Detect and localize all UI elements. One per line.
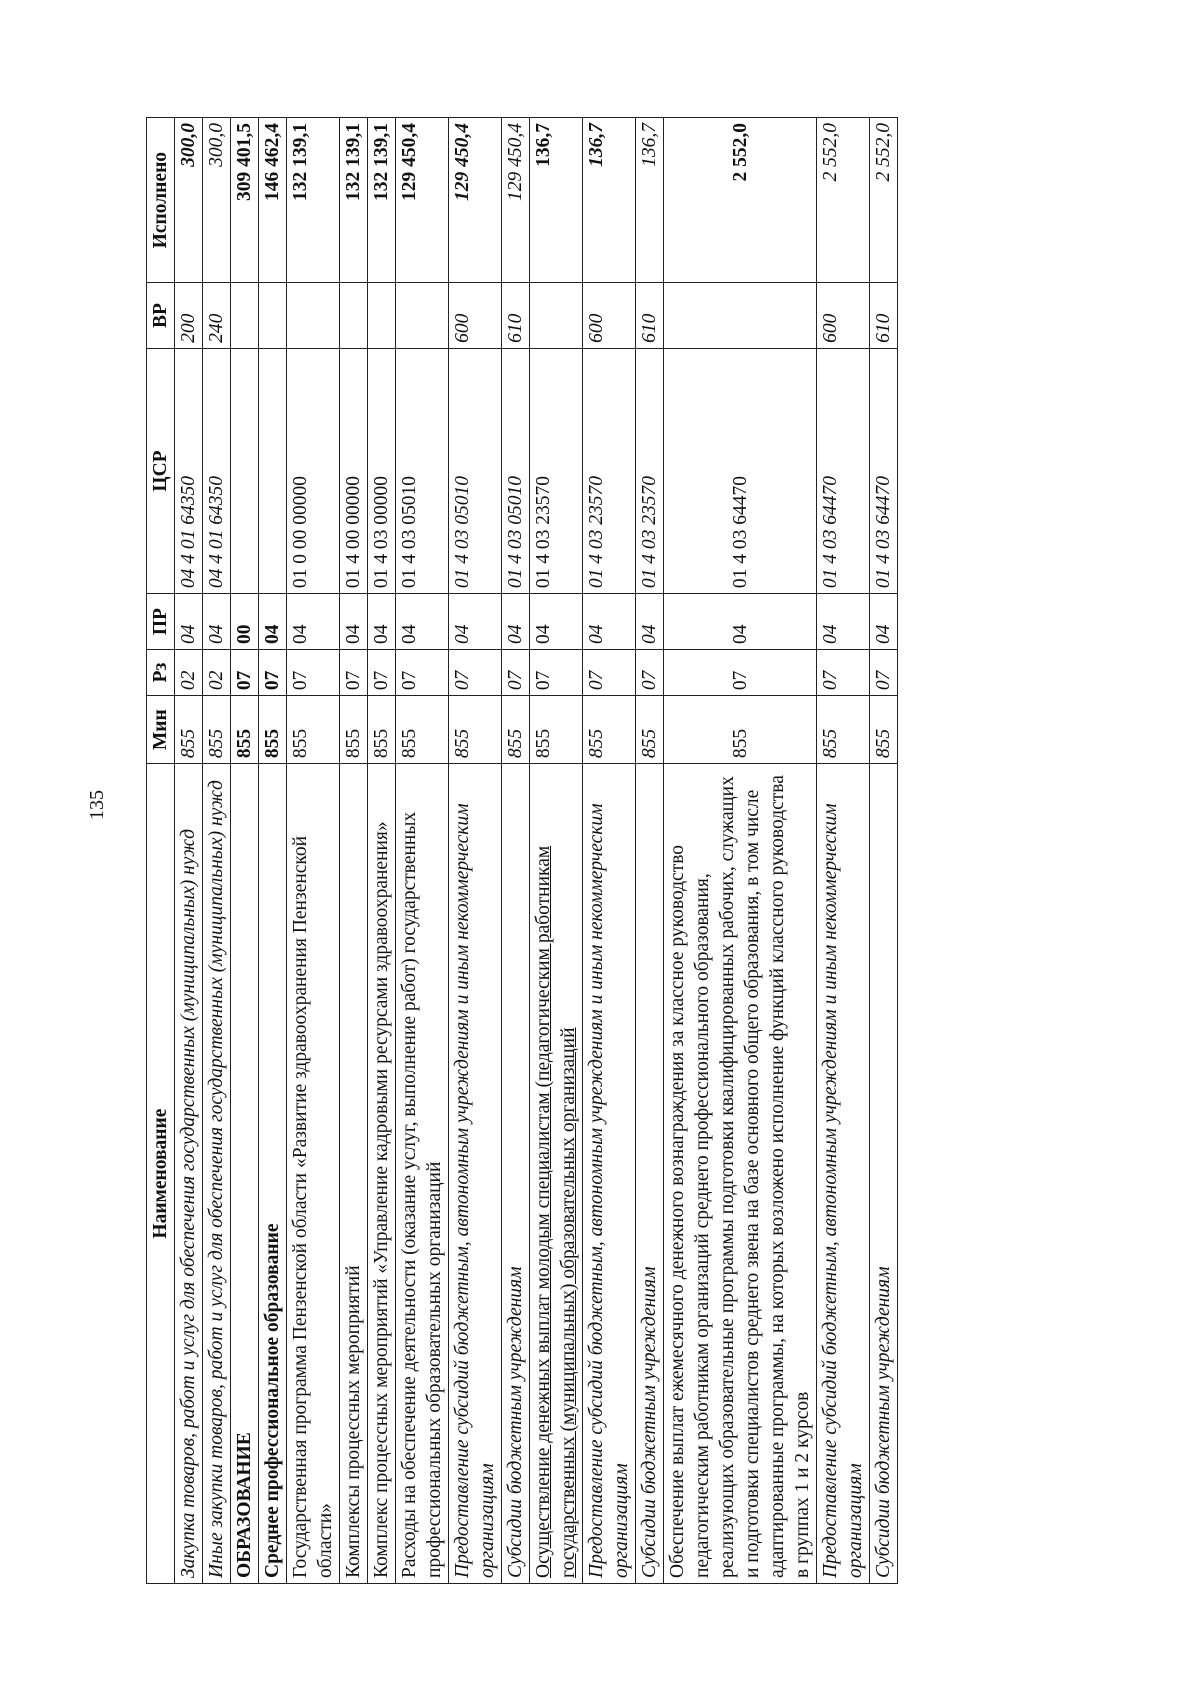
row-min: 855 bbox=[583, 696, 636, 764]
row-name: Субсидии бюджетным учреждениям bbox=[636, 764, 664, 1584]
row-name: Иные закупки товаров, работ и услуг для обеспечения государственных (муниципальных) нужд bbox=[203, 764, 231, 1584]
header-min: Мин bbox=[147, 696, 175, 764]
row-rz: 07 bbox=[502, 650, 530, 696]
row-pr: 04 bbox=[636, 594, 664, 650]
row-csr: 01 4 03 00000 bbox=[368, 348, 396, 593]
row-pr: 04 bbox=[530, 594, 583, 650]
row-vr bbox=[396, 283, 449, 349]
row-name: Субсидии бюджетным учреждениям bbox=[870, 764, 898, 1584]
row-min: 855 bbox=[175, 696, 203, 764]
row-rz: 02 bbox=[175, 650, 203, 696]
row-name: Предоставление субсидий бюджетным, автономным учреждениям и иным некоммерческим организациям bbox=[583, 764, 636, 1584]
row-name: Субсидии бюджетным учреждениям bbox=[502, 764, 530, 1584]
row-amount: 132 139,1 bbox=[368, 118, 396, 283]
table-row bbox=[259, 118, 287, 1584]
row-name: Предоставление субсидий бюджетным, автономным учреждениям и иным некоммерческим организациям bbox=[449, 764, 502, 1584]
row-amount: 2 552,0 bbox=[817, 118, 870, 283]
row-pr: 04 bbox=[368, 594, 396, 650]
row-amount: 300,0 bbox=[175, 118, 203, 283]
table-row bbox=[870, 118, 898, 1584]
row-min: 855 bbox=[259, 696, 287, 764]
row-csr: 01 4 03 64470 bbox=[664, 348, 817, 593]
table-row bbox=[583, 118, 636, 1584]
row-amount: 132 139,1 bbox=[340, 118, 368, 283]
row-rz: 07 bbox=[664, 650, 817, 696]
row-csr: 01 0 00 00000 bbox=[287, 348, 340, 593]
row-pr: 04 bbox=[817, 594, 870, 650]
row-amount: 309 401,5 bbox=[231, 118, 259, 283]
row-csr: 01 4 03 23570 bbox=[636, 348, 664, 593]
header-name: Наименование bbox=[147, 764, 175, 1584]
table-row bbox=[368, 118, 396, 1584]
row-csr: 04 4 01 64350 bbox=[175, 348, 203, 593]
row-min: 855 bbox=[396, 696, 449, 764]
page-number: 135 bbox=[86, 790, 108, 820]
table-row bbox=[396, 118, 449, 1584]
row-pr: 04 bbox=[175, 594, 203, 650]
row-name: Среднее профессиональное образование bbox=[259, 764, 287, 1584]
table-row bbox=[287, 118, 340, 1584]
table-row bbox=[636, 118, 664, 1584]
row-amount: 2 552,0 bbox=[664, 118, 817, 283]
row-vr: 610 bbox=[502, 283, 530, 349]
header-amount: Исполнено bbox=[147, 118, 175, 283]
table-row bbox=[340, 118, 368, 1584]
row-min: 855 bbox=[368, 696, 396, 764]
row-rz: 07 bbox=[449, 650, 502, 696]
row-vr bbox=[340, 283, 368, 349]
table-row bbox=[231, 118, 259, 1584]
table-row bbox=[817, 118, 870, 1584]
row-pr: 04 bbox=[396, 594, 449, 650]
row-vr: 240 bbox=[203, 283, 231, 349]
row-rz: 07 bbox=[583, 650, 636, 696]
row-csr: 04 4 01 64350 bbox=[203, 348, 231, 593]
header-csr: ЦСР bbox=[147, 348, 175, 593]
row-pr: 04 bbox=[449, 594, 502, 650]
row-csr: 01 4 03 05010 bbox=[396, 348, 449, 593]
row-csr: 01 4 00 00000 bbox=[340, 348, 368, 593]
row-pr: 04 bbox=[203, 594, 231, 650]
row-vr: 610 bbox=[636, 283, 664, 349]
row-vr bbox=[287, 283, 340, 349]
row-name: Комплекс процессных мероприятий «Управление кадровыми ресурсами здравоохранения» bbox=[368, 764, 396, 1584]
row-min: 855 bbox=[449, 696, 502, 764]
row-rz: 07 bbox=[817, 650, 870, 696]
rotated-table-container bbox=[146, 117, 1066, 1584]
row-min: 855 bbox=[636, 696, 664, 764]
row-name: Комплексы процессных мероприятий bbox=[340, 764, 368, 1584]
header-rz: Рз bbox=[147, 650, 175, 696]
row-amount: 136,7 bbox=[530, 118, 583, 283]
row-name: ОБРАЗОВАНИЕ bbox=[231, 764, 259, 1584]
table-row bbox=[664, 118, 817, 1584]
row-csr bbox=[259, 348, 287, 593]
row-rz: 07 bbox=[340, 650, 368, 696]
row-min: 855 bbox=[664, 696, 817, 764]
row-min: 855 bbox=[203, 696, 231, 764]
budget-table bbox=[146, 117, 898, 1584]
row-vr: 200 bbox=[175, 283, 203, 349]
row-pr: 04 bbox=[259, 594, 287, 650]
row-name: Осуществление денежных выплат молодым специалистам (педагогическим работникам государственных (муниципальных) образовательных организаций bbox=[530, 764, 583, 1584]
row-name: Обеспечение выплат ежемесячного денежного вознаграждения за классное руководство педагогическим работникам организаций среднего профессионального образования, реализующих образовательные программы подготовки квалифицированных рабочих, служащих и подготовки специалистов среднего звена на базе основного общего образования, в том числе адаптированные программы, на которых возложено исполнение функций классного руководства в группах 1 и 2 курсов bbox=[664, 764, 817, 1584]
table-row bbox=[203, 118, 231, 1584]
table-row bbox=[449, 118, 502, 1584]
row-amount: 2 552,0 bbox=[870, 118, 898, 283]
row-vr: 600 bbox=[449, 283, 502, 349]
row-amount: 132 139,1 bbox=[287, 118, 340, 283]
row-pr: 04 bbox=[287, 594, 340, 650]
row-rz: 07 bbox=[231, 650, 259, 696]
row-amount: 129 450,4 bbox=[502, 118, 530, 283]
row-min: 855 bbox=[502, 696, 530, 764]
row-csr: 01 4 03 05010 bbox=[502, 348, 530, 593]
row-vr bbox=[368, 283, 396, 349]
row-rz: 07 bbox=[636, 650, 664, 696]
table-row bbox=[175, 118, 203, 1584]
header-pr: ПР bbox=[147, 594, 175, 650]
row-pr: 04 bbox=[870, 594, 898, 650]
row-vr bbox=[259, 283, 287, 349]
row-min: 855 bbox=[340, 696, 368, 764]
row-csr: 01 4 03 64470 bbox=[817, 348, 870, 593]
row-pr: 04 bbox=[583, 594, 636, 650]
row-csr: 01 4 03 23570 bbox=[530, 348, 583, 593]
row-vr: 600 bbox=[583, 283, 636, 349]
row-csr bbox=[231, 348, 259, 593]
row-rz: 07 bbox=[259, 650, 287, 696]
row-amount: 300,0 bbox=[203, 118, 231, 283]
header-vr: ВР bbox=[147, 283, 175, 349]
row-csr: 01 4 03 64470 bbox=[870, 348, 898, 593]
row-pr: 04 bbox=[502, 594, 530, 650]
row-csr: 01 4 03 23570 bbox=[583, 348, 636, 593]
row-vr: 610 bbox=[870, 283, 898, 349]
row-pr: 04 bbox=[664, 594, 817, 650]
row-vr bbox=[231, 283, 259, 349]
row-rz: 07 bbox=[396, 650, 449, 696]
row-min: 855 bbox=[870, 696, 898, 764]
row-min: 855 bbox=[231, 696, 259, 764]
row-rz: 07 bbox=[530, 650, 583, 696]
table-body bbox=[175, 118, 898, 1584]
table-header-row bbox=[147, 118, 175, 1584]
row-csr: 01 4 03 05010 bbox=[449, 348, 502, 593]
row-pr: 04 bbox=[340, 594, 368, 650]
row-amount: 136,7 bbox=[583, 118, 636, 283]
table-row bbox=[502, 118, 530, 1584]
row-vr bbox=[664, 283, 817, 349]
table-row bbox=[530, 118, 583, 1584]
row-name: Закупка товаров, работ и услуг для обеспечения государственных (муниципальных) нужд bbox=[175, 764, 203, 1584]
row-name: Расходы на обеспечение деятельности (оказание услуг, выполнение работ) государственных профессиональных образовательных организаций bbox=[396, 764, 449, 1584]
row-rz: 02 bbox=[203, 650, 231, 696]
row-rz: 07 bbox=[287, 650, 340, 696]
row-rz: 07 bbox=[368, 650, 396, 696]
row-min: 855 bbox=[287, 696, 340, 764]
row-amount: 129 450,4 bbox=[396, 118, 449, 283]
row-amount: 146 462,4 bbox=[259, 118, 287, 283]
row-min: 855 bbox=[530, 696, 583, 764]
row-rz: 07 bbox=[870, 650, 898, 696]
row-name: Предоставление субсидий бюджетным, автономным учреждениям и иным некоммерческим организациям bbox=[817, 764, 870, 1584]
row-vr: 600 bbox=[817, 283, 870, 349]
row-min: 855 bbox=[817, 696, 870, 764]
row-name: Государственная программа Пензенской области «Развитие здравоохранения Пензенской области» bbox=[287, 764, 340, 1584]
row-amount: 136,7 bbox=[636, 118, 664, 283]
row-amount: 129 450,4 bbox=[449, 118, 502, 283]
row-pr: 00 bbox=[231, 594, 259, 650]
row-vr bbox=[530, 283, 583, 349]
